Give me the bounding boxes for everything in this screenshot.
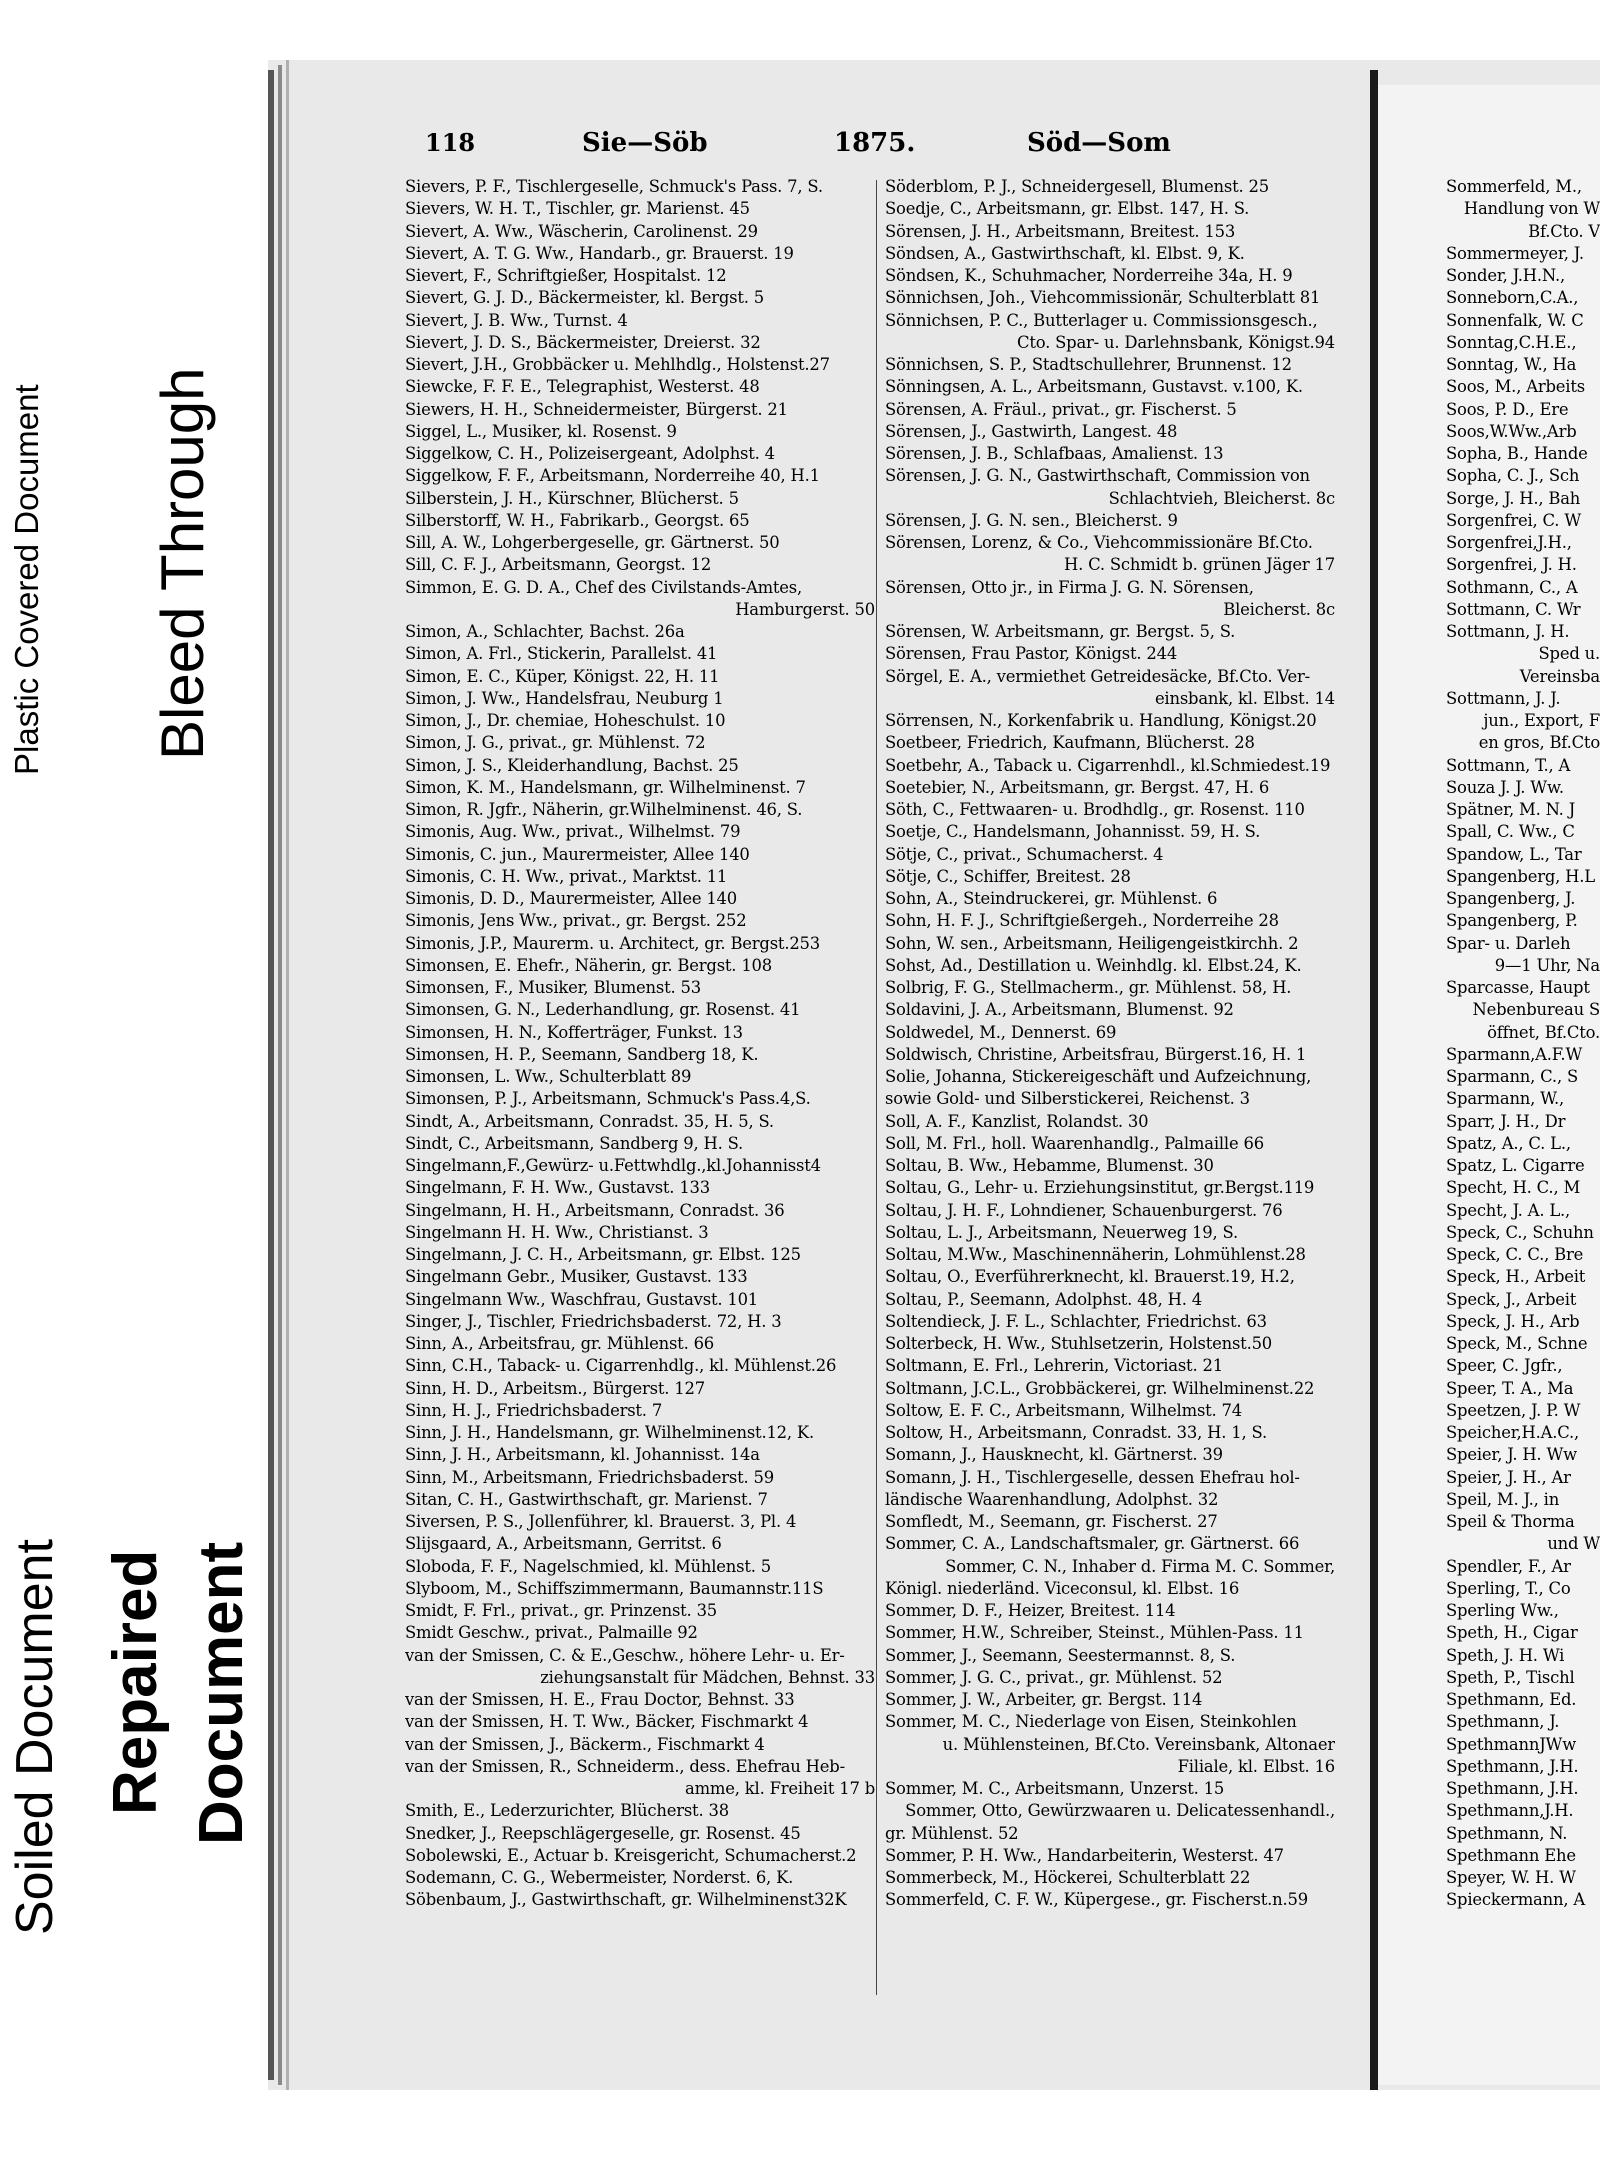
directory-entry: Spall, C. Ww., C xyxy=(1446,822,1575,842)
directory-entry: Soetje, C., Handelsmann, Johannisst. 59, H. S. xyxy=(885,822,1261,842)
directory-entry: Solterbeck, H. Ww., Stuhlsetzerin, Holstenst.50 xyxy=(885,1334,1273,1353)
directory-entry: Sottmann, J. H. xyxy=(1446,622,1570,641)
directory-entry: Speier, J. H., Ar xyxy=(1446,1467,1571,1487)
directory-entry: Söderblom, P. J., Schneidergesell, Blumenst. 25 xyxy=(885,177,1269,196)
directory-entry: Singelmann H. H. Ww., Christianst. 3 xyxy=(405,1222,709,1242)
directory-entry: Speck, M., Schne xyxy=(1446,1334,1588,1353)
bleed-through-label: Bleed Through xyxy=(149,367,216,760)
directory-entry: Sommer, D. F., Heizer, Breitest. 114 xyxy=(885,1601,1176,1620)
directory-entry: Sitan, C. H., Gastwirthschaft, gr. Marienst. 7 xyxy=(405,1489,768,1509)
directory-entry: öffnet, Bf.Cto. xyxy=(1487,1022,1600,1042)
directory-entry: Simon, E. C., Küper, Königst. 22, H. 11 xyxy=(405,666,720,686)
directory-entry: Sinn, A., Arbeitsfrau, gr. Mühlenst. 66 xyxy=(405,1334,715,1353)
directory-entry: Sötje, C., privat., Schumacherst. 4 xyxy=(885,844,1164,864)
soiled-document-label: Soiled Document xyxy=(6,1539,64,1935)
directory-entry: Spandow, L., Tar xyxy=(1446,844,1582,864)
directory-entry: Spatz, L. Cigarre xyxy=(1446,1156,1585,1175)
directory-entry: Hamburgerst. 50 xyxy=(735,599,875,619)
directory-entry: Somann, J. H., Tischlergeselle, dessen Ehefrau hol- xyxy=(885,1467,1300,1487)
directory-entry: Spangenberg, H.L xyxy=(1446,866,1595,886)
directory-entry: Speck, J., Arbeit xyxy=(1446,1289,1577,1309)
directory-entry: Soltendieck, J. F. L., Schlachter, Friedrichst. 63 xyxy=(885,1311,1267,1331)
directory-entry: Spethmann,J.H. xyxy=(1446,1801,1574,1821)
directory-entry: Sill, A. W., Lohgerbergeselle, gr. Gärtnerst. 50 xyxy=(405,533,780,552)
directory-entry: Simon, K. M., Handelsmann, gr. Wilhelminenst. 7 xyxy=(405,777,806,797)
directory-entry: Soltow, E. F. C., Arbeitsmann, Wilhelmst. 74 xyxy=(885,1400,1243,1420)
directory-entry: Speck, C., Schuhn xyxy=(1446,1222,1594,1242)
directory-entry: Speer, C. Jgfr., xyxy=(1446,1356,1563,1376)
directory-entry: Königl. niederländ. Viceconsul, kl. Elbst. 16 xyxy=(885,1578,1240,1598)
page-edge xyxy=(286,60,289,2090)
directory-entry: Simon, A. Frl., Stickerin, Parallelst. 41 xyxy=(405,644,718,664)
directory-entry: Simon, J. Ww., Handelsfrau, Neuburg 1 xyxy=(405,688,724,708)
directory-entry: Sörensen, W. Arbeitsmann, gr. Bergst. 5, S. xyxy=(885,622,1236,641)
directory-entry: Slijsgaard, A., Arbeitsmann, Gerritst. 6 xyxy=(405,1534,722,1554)
directory-entry: Siewcke, F. F. E., Telegraphist, Westerst. 48 xyxy=(405,377,760,397)
directory-entry: Spethmann, J. xyxy=(1446,1712,1560,1732)
directory-entry: Sonnenfalk, W. C xyxy=(1446,310,1584,330)
directory-entry: Söth, C., Fettwaaren- u. Brodhdlg., gr. Rosenst. 110 xyxy=(885,800,1305,819)
directory-entry: Soltau, P., Seemann, Adolphst. 48, H. 4 xyxy=(885,1289,1203,1309)
directory-entry: Sievert, A. Ww., Wäscherin, Carolinenst. 29 xyxy=(405,221,758,241)
directory-entry: jun., Export, F xyxy=(1483,711,1600,730)
directory-entry: Sommer, M. C., Niederlage von Eisen, Steinkohlen xyxy=(885,1712,1297,1732)
directory-entry: Sindt, C., Arbeitsmann, Sandberg 9, H. S. xyxy=(405,1133,744,1153)
directory-entry: Singelmann Ww., Waschfrau, Gustavst. 101 xyxy=(405,1289,759,1309)
directory-entry: Sievert, G. J. D., Bäckermeister, kl. Bergst. 5 xyxy=(405,288,765,308)
directory-entry: Söndsen, K., Schuhmacher, Norderreihe 34a, H. 9 xyxy=(885,266,1293,285)
directory-entry: Sorgenfrei,J.H., xyxy=(1446,533,1572,552)
directory-entry: Sievert, F., Schriftgießer, Hospitalst. 12 xyxy=(405,266,727,285)
directory-entry: Handlung von W xyxy=(1463,199,1600,219)
directory-entry: Sinn, C.H., Taback- u. Cigarrenhdlg., kl. Mühlenst.26 xyxy=(405,1356,837,1376)
directory-entry: Sönnichsen, P. C., Butterlager u. Commissionsgesch., xyxy=(885,310,1318,330)
repaired-label: Repaired xyxy=(101,1549,170,1815)
directory-entry: Speck, H., Arbeit xyxy=(1446,1267,1586,1287)
directory-entry: Schlachtvieh, Bleicherst. 8c xyxy=(1108,488,1335,508)
directory-entry: Simonis, D. D., Maurermeister, Allee 140 xyxy=(405,889,738,908)
directory-entry: Sörensen, J. B., Schlafbaas, Amalienst. 13 xyxy=(885,444,1224,463)
header-year: 1875. xyxy=(834,128,916,158)
directory-entry: Silberstein, J. H., Kürschner, Blücherst. 5 xyxy=(405,488,739,508)
directory-entry: Sommer, J. W., Arbeiter, gr. Bergst. 114 xyxy=(885,1690,1203,1709)
directory-entry: Soos,W.Ww.,Arb xyxy=(1446,421,1577,441)
directory-entry: Sperling Ww., xyxy=(1446,1601,1559,1620)
directory-entry: Sötje, C., Schiffer, Breitest. 28 xyxy=(885,866,1131,886)
directory-entry: Spangenberg, P. xyxy=(1446,911,1578,931)
directory-entry: Speck, C. C., Bre xyxy=(1446,1245,1584,1264)
directory-entry: Speetzen, J. P. W xyxy=(1446,1400,1581,1420)
directory-entry: Speck, J. H., Arb xyxy=(1446,1311,1580,1331)
directory-entry: Sped u. xyxy=(1538,644,1600,664)
directory-entry: Slyboom, M., Schiffszimmermann, Baumannstr.11S xyxy=(405,1578,824,1598)
directory-entry: Spethmann, Ed. xyxy=(1446,1690,1577,1709)
directory-entry: Spethmann, N. xyxy=(1446,1823,1568,1843)
directory-entry: Soetebier, N., Arbeitsmann, gr. Bergst. 47, H. 6 xyxy=(885,777,1270,797)
page-edge xyxy=(268,70,274,2080)
directory-entry: Singelmann, F. H. Ww., Gustavst. 133 xyxy=(405,1178,711,1198)
directory-entry: Spangenberg, J. xyxy=(1446,889,1576,908)
directory-entry: Sorge, J. H., Bah xyxy=(1446,488,1581,508)
directory-entry: Sparmann,A.F.W xyxy=(1446,1044,1583,1064)
directory-entry: 9—1 Uhr, Na xyxy=(1494,955,1600,975)
directory-entry: Sottmann, T., A xyxy=(1446,755,1571,775)
directory-entry: Simon, J., Dr. chemiae, Hoheschulst. 10 xyxy=(405,711,726,730)
directory-entry: Soltau, L. J., Arbeitsmann, Neuerweg 19, S. xyxy=(885,1222,1238,1242)
directory-entry: Filiale, kl. Elbst. 16 xyxy=(1177,1756,1335,1776)
directory-entry: und W xyxy=(1547,1534,1600,1554)
book-gutter xyxy=(1370,70,1378,2090)
directory-entry: Simonis, Aug. Ww., privat., Wilhelmst. 79 xyxy=(405,822,741,842)
header-right-range: Söd—Som xyxy=(1027,128,1171,158)
directory-entry: Simonsen, E. Ehefr., Näherin, gr. Bergst. 108 xyxy=(405,955,773,975)
directory-entry: Siggelkow, F. F., Arbeitsmann, Norderreihe 40, H.1 xyxy=(405,466,820,486)
directory-entry: Sommermeyer, J. xyxy=(1446,243,1584,263)
directory-entry: Sommer, J. G. C., privat., gr. Mühlenst. 52 xyxy=(885,1667,1223,1687)
directory-entry: Sievers, P. F., Tischlergeselle, Schmuck's Pass. 7, S. xyxy=(405,177,823,196)
directory-entry: Soltau, J. H. F., Lohndiener, Schauenburgerst. 76 xyxy=(885,1200,1283,1220)
directory-entry: Simonis, C. jun., Maurermeister, Allee 140 xyxy=(405,844,750,864)
directory-entry: Soltau, B. Ww., Hebamme, Blumenst. 30 xyxy=(885,1156,1214,1175)
directory-entry: Smidt Geschw., privat., Palmaille 92 xyxy=(405,1623,698,1643)
directory-entry: Solie, Johanna, Stickereigeschäft und Aufzeichnung, xyxy=(885,1067,1312,1086)
directory-entry: en gros, Bf.Cto xyxy=(1478,733,1600,753)
directory-entry: Spethmann, J.H. xyxy=(1446,1779,1579,1798)
directory-entry: Sohn, A., Steindruckerei, gr. Mühlenst. 6 xyxy=(885,889,1218,908)
directory-entry: Soetbehr, A., Taback u. Cigarrenhdl., kl.Schmiedest.19 xyxy=(885,755,1331,775)
directory-entry: Sohn, H. F. J., Schriftgießergeh., Norderreihe 28 xyxy=(885,911,1279,931)
directory-entry: Siversen, P. S., Jollenführer, kl. Brauerst. 3, Pl. 4 xyxy=(405,1512,797,1531)
directory-entry: u. Mühlensteinen, Bf.Cto. Vereinsbank, Altonaer xyxy=(942,1734,1335,1754)
directory-entry: Sonneborn,C.A., xyxy=(1446,288,1579,308)
directory-entry: van der Smissen, C. & E.,Geschw., höhere Lehr- u. Er- xyxy=(405,1645,845,1665)
directory-entry: Sopha, B., Hande xyxy=(1446,444,1588,463)
directory-entry: Sinn, H. J., Friedrichsbaderst. 7 xyxy=(405,1400,663,1420)
directory-entry: Sothmann, C., A xyxy=(1446,577,1578,597)
directory-entry: Sörrensen, N., Korkenfabrik u. Handlung, Königst.20 xyxy=(885,711,1317,730)
directory-entry: Sinn, J. H., Handelsmann, gr. Wilhelminenst.12, K. xyxy=(405,1423,814,1442)
directory-entry: Speyer, W. H. W xyxy=(1446,1868,1576,1887)
plastic-covered-label: Plastic Covered Document xyxy=(8,384,45,775)
entries-column-left xyxy=(405,176,875,1912)
entries-column-right xyxy=(885,176,1335,1912)
directory-entry: Soltau, O., Everführerknecht, kl. Brauerst.19, H.2, xyxy=(885,1267,1295,1287)
directory-entry: Soos, P. D., Ere xyxy=(1446,399,1569,419)
directory-entry: H. C. Schmidt b. grünen Jäger 17 xyxy=(1064,555,1335,575)
directory-entry: Sommerfeld, M., xyxy=(1446,177,1582,196)
page-number: 118 xyxy=(425,128,476,157)
directory-entry: Smith, E., Lederzurichter, Blücherst. 38 xyxy=(405,1801,729,1821)
directory-entry: Silberstorff, W. H., Fabrikarb., Georgst. 65 xyxy=(405,510,750,530)
directory-entry: Simonsen, F., Musiker, Blumenst. 53 xyxy=(405,978,701,997)
directory-entry: Simmon, E. G. D. A., Chef des Civilstands-Amtes, xyxy=(405,577,803,597)
directory-entry: Vereinsba xyxy=(1519,666,1600,686)
directory-entry: Singelmann Gebr., Musiker, Gustavst. 133 xyxy=(405,1267,748,1287)
directory-entry: Singelmann, H. H., Arbeitsmann, Conradst. 36 xyxy=(405,1200,785,1220)
directory-entry: Sohn, W. sen., Arbeitsmann, Heiligengeistkirchh. 2 xyxy=(885,933,1299,953)
directory-entry: Solbrig, F. G., Stellmacherm., gr. Mühlenst. 58, H. xyxy=(885,978,1292,997)
directory-entry: Sönningsen, A. L., Arbeitsmann, Gustavst. v.100, K. xyxy=(885,377,1303,397)
directory-entry: ländische Waarenhandlung, Adolphst. 32 xyxy=(885,1489,1219,1509)
directory-entry: Speil & Thorma xyxy=(1446,1512,1575,1531)
directory-entry: Speth, J. H. Wi xyxy=(1446,1645,1565,1665)
directory-entry: Simonis, J.P., Maurerm. u. Architect, gr. Bergst.253 xyxy=(405,933,821,953)
directory-entry: Sorgenfrei, C. W xyxy=(1446,510,1581,530)
directory-entry: Sinn, J. H., Arbeitsmann, kl. Johannisst. 14a xyxy=(405,1445,760,1465)
directory-entry: Siggelkow, C. H., Polizeisergeant, Adolphst. 4 xyxy=(405,444,775,463)
directory-entry: Soll, M. Frl., holl. Waarenhandlg., Palmaille 66 xyxy=(885,1133,1264,1153)
document-label: Document xyxy=(187,1541,256,1845)
directory-entry: Sonder, J.H.N., xyxy=(1446,266,1566,285)
directory-entry: Sörensen, Otto jr., in Firma J. G. N. Sörensen, xyxy=(885,577,1254,597)
directory-entry: Sommerfeld, C. F. W., Küpergese., gr. Fischerst.n.59 xyxy=(885,1890,1308,1910)
directory-entry: Simonsen, H. P., Seemann, Sandberg 18, K. xyxy=(405,1044,759,1064)
directory-entry: Nebenbureau S xyxy=(1472,1000,1600,1020)
directory-entry: Sopha, C. J., Sch xyxy=(1446,466,1580,486)
directory-entry: Simonsen, L. Ww., Schulterblatt 89 xyxy=(405,1067,692,1086)
directory-entry: Soltow, H., Arbeitsmann, Conradst. 33, H. 1, S. xyxy=(885,1423,1267,1442)
directory-entry: Singer, J., Tischler, Friedrichsbaderst. 72, H. 3 xyxy=(405,1311,782,1331)
column-divider xyxy=(876,180,877,1995)
directory-entry: Spar- u. Darleh xyxy=(1446,933,1571,953)
directory-entry: Sparr, J. H., Dr xyxy=(1446,1111,1566,1131)
directory-entry: Speier, J. H. Ww xyxy=(1446,1445,1577,1465)
directory-entry: Sparcasse, Haupt xyxy=(1446,978,1590,997)
directory-entry: Snedker, J., Reepschlägergeselle, gr. Rosenst. 45 xyxy=(405,1823,801,1843)
directory-entry: Spethmann Ehe xyxy=(1446,1845,1576,1865)
directory-entry: Bf.Cto. V xyxy=(1528,221,1600,241)
directory-entry: Soos, M., Arbeits xyxy=(1446,377,1585,397)
directory-entry: Sommer, Otto, Gewürzwaaren u. Delicatessenhandl., xyxy=(905,1801,1335,1821)
directory-entry: Sörgel, E. A., vermiethet Getreidesäcke, Bf.Cto. Ver- xyxy=(885,666,1310,686)
directory-entry: Smidt, F. Frl., privat., gr. Prinzenst. 35 xyxy=(405,1601,718,1620)
directory-entry: Simon, R. Jgfr., Näherin, gr.Wilhelminenst. 46, S. xyxy=(405,800,803,819)
directory-entry: Sparmann, W., xyxy=(1446,1089,1564,1109)
directory-entry: Sönnichsen, S. P., Stadtschullehrer, Brunnenst. 12 xyxy=(885,355,1292,374)
directory-entry: Speicher,H.A.C., xyxy=(1446,1423,1580,1442)
directory-entry: Sörensen, J., Gastwirth, Langest. 48 xyxy=(885,421,1178,441)
header-left-range: Sie—Söb xyxy=(582,128,708,158)
directory-entry: Sörensen, A. Fräul., privat., gr. Fischerst. 5 xyxy=(885,399,1237,419)
directory-entry: Soll, A. F., Kanzlist, Rolandst. 30 xyxy=(885,1111,1149,1131)
directory-entry: Souza J. J. Ww. xyxy=(1446,777,1564,797)
directory-entry: Specht, J. A. L., xyxy=(1446,1200,1571,1220)
directory-entry: Sloboda, F. F., Nagelschmied, kl. Mühlenst. 5 xyxy=(405,1556,771,1576)
directory-entry: Sommer, C. A., Landschaftsmaler, gr. Gärtnerst. 66 xyxy=(885,1534,1300,1554)
directory-entry: Simon, J. G., privat., gr. Mühlenst. 72 xyxy=(405,733,706,753)
directory-entry: Söndsen, A., Gastwirthschaft, kl. Elbst. 9, K. xyxy=(885,243,1245,263)
directory-entry: Sinn, M., Arbeitsmann, Friedrichsbaderst. 59 xyxy=(405,1467,775,1487)
directory-entry: Simonis, Jens Ww., privat., gr. Bergst. 252 xyxy=(405,911,747,931)
directory-entry: Bleicherst. 8c xyxy=(1223,599,1335,619)
directory-entry: Sonntag,C.H.E., xyxy=(1446,332,1577,352)
directory-entry: Spendler, F., Ar xyxy=(1446,1556,1571,1576)
directory-entry: Speth, P., Tischl xyxy=(1446,1667,1575,1687)
directory-entry: Somann, J., Hausknecht, kl. Gärtnerst. 39 xyxy=(885,1445,1223,1465)
directory-entry: Sönnichsen, Joh., Viehcommissionär, Schulterblatt 81 xyxy=(885,288,1321,308)
directory-entry: sowie Gold- und Silberstickerei, Reichenst. 3 xyxy=(885,1089,1250,1109)
directory-entry: Soedje, C., Arbeitsmann, gr. Elbst. 147, H. S. xyxy=(885,199,1250,219)
directory-entry: Sommer, J., Seemann, Seestermannst. 8, S. xyxy=(885,1645,1236,1665)
directory-entry: einsbank, kl. Elbst. 14 xyxy=(1154,688,1335,708)
directory-entry: Sommerbeck, M., Höckerei, Schulterblatt 22 xyxy=(885,1868,1251,1887)
directory-entry: Sottmann, C. Wr xyxy=(1446,599,1581,619)
directory-entry: Sörensen, J. G. N. sen., Bleicherst. 9 xyxy=(885,510,1178,530)
directory-entry: Speer, T. A., Ma xyxy=(1446,1378,1574,1398)
directory-entry: Sorgenfrei, J. H. xyxy=(1446,555,1577,575)
directory-entry: Siewers, H. H., Schneidermeister, Bürgerst. 21 xyxy=(405,399,788,419)
directory-entry: Sommer, P. H. Ww., Handarbeiterin, Westerst. 47 xyxy=(885,1845,1284,1865)
directory-entry: ziehungsanstalt für Mädchen, Behnst. 33 xyxy=(540,1667,875,1687)
facing-page-column xyxy=(1446,176,1600,1912)
directory-entry: Sparmann, C., S xyxy=(1446,1067,1578,1086)
directory-entry: Soldwisch, Christine, Arbeitsfrau, Bürgerst.16, H. 1 xyxy=(885,1044,1307,1064)
directory-entry: Sörensen, Frau Pastor, Königst. 244 xyxy=(885,644,1178,664)
directory-entry: Sievers, W. H. T., Tischler, gr. Marienst. 45 xyxy=(405,199,750,219)
directory-entry: Soetbeer, Friedrich, Kaufmann, Blücherst. 28 xyxy=(885,733,1255,753)
directory-entry: Sievert, J. D. S., Bäckermeister, Dreierst. 32 xyxy=(405,332,761,352)
directory-entry: Simon, A., Schlachter, Bachst. 26a xyxy=(405,622,685,641)
directory-entry: Sommer, C. N., Inhaber d. Firma M. C. Sommer, xyxy=(945,1556,1335,1576)
directory-entry: van der Smissen, J., Bäckerm., Fischmarkt 4 xyxy=(405,1734,765,1754)
directory-entry: Spethmann, J.H. xyxy=(1446,1756,1579,1776)
directory-entry: Simon, J. S., Kleiderhandlung, Bachst. 25 xyxy=(405,755,739,775)
directory-entry: Spätner, M. N. J xyxy=(1446,800,1576,819)
directory-entry: Specht, H. C., M xyxy=(1446,1178,1581,1198)
directory-entry: Sörensen, J. G. N., Gastwirthschaft, Commission von xyxy=(885,466,1310,486)
directory-entry: Simonsen, G. N., Lederhandlung, gr. Rosenst. 41 xyxy=(405,1000,801,1020)
directory-entry: Spieckermann, A xyxy=(1446,1890,1585,1910)
directory-entry: Sievert, A. T. G. Ww., Handarb., gr. Brauerst. 19 xyxy=(405,243,794,263)
directory-entry: Sottmann, J. J. xyxy=(1446,688,1561,708)
directory-entry: Sindt, A., Arbeitsmann, Conradst. 35, H. 5, S. xyxy=(405,1111,774,1131)
directory-entry: Soldwedel, M., Dennerst. 69 xyxy=(885,1022,1117,1042)
directory-entry: Singelmann,F.,Gewürz- u.Fettwhdlg.,kl.Johannisst4 xyxy=(405,1156,821,1175)
directory-entry: Sörensen, Lorenz, & Co., Viehcommissionäre Bf.Cto. xyxy=(885,533,1313,552)
directory-entry: Sonntag, W., Ha xyxy=(1446,355,1577,374)
directory-entry: Sohst, Ad., Destillation u. Weinhdlg. kl. Elbst.24, K. xyxy=(885,955,1302,975)
directory-entry: Sommer, H.W., Schreiber, Steinst., Mühlen-Pass. 11 xyxy=(885,1623,1304,1643)
directory-entry: amme, kl. Freiheit 17 b xyxy=(685,1779,875,1798)
directory-entry: Speil, M. J., in xyxy=(1446,1489,1560,1509)
directory-entry: Sommer, M. C., Arbeitsmann, Unzerst. 15 xyxy=(885,1779,1225,1798)
directory-entry: Sodemann, C. G., Webermeister, Norderst. 6, K. xyxy=(405,1868,794,1887)
directory-entry: van der Smissen, R., Schneiderm., dess. Ehefrau Heb- xyxy=(405,1756,845,1776)
directory-entry: Simonsen, P. J., Arbeitsmann, Schmuck's Pass.4,S. xyxy=(405,1089,811,1109)
directory-entry: Siggel, L., Musiker, kl. Rosenst. 9 xyxy=(405,421,677,441)
directory-entry: SpethmannJWw xyxy=(1446,1734,1577,1754)
directory-entry: gr. Mühlenst. 52 xyxy=(885,1823,1019,1843)
directory-entry: van der Smissen, H. T. Ww., Bäcker, Fischmarkt 4 xyxy=(405,1712,809,1732)
directory-entry: Soltau, G., Lehr- u. Erziehungsinstitut, gr.Bergst.119 xyxy=(885,1178,1315,1198)
directory-entry: Sill, C. F. J., Arbeitsmann, Georgst. 12 xyxy=(405,555,712,575)
directory-entry: Speth, H., Cigar xyxy=(1446,1623,1578,1643)
directory-entry: Sievert, J. B. Ww., Turnst. 4 xyxy=(405,310,628,330)
directory-entry: Spatz, A., C. L., xyxy=(1446,1133,1571,1153)
directory-entry: Soltau, M.Ww., Maschinennäherin, Lohmühlenst.28 xyxy=(885,1245,1306,1264)
directory-entry: Singelmann, J. C. H., Arbeitsmann, gr. Elbst. 125 xyxy=(405,1245,801,1264)
directory-entry: Sinn, H. D., Arbeitsm., Bürgerst. 127 xyxy=(405,1378,705,1398)
directory-entry: Sörensen, J. H., Arbeitsmann, Breitest. 153 xyxy=(885,221,1236,241)
directory-entry: Cto. Spar- u. Darlehnsbank, Königst.94 xyxy=(1017,332,1335,352)
directory-entry: Soltmann, E. Frl., Lehrerin, Victoriast. 21 xyxy=(885,1356,1223,1376)
directory-entry: van der Smissen, H. E., Frau Doctor, Behnst. 33 xyxy=(405,1690,795,1709)
directory-entry: Soltmann, J.C.L., Grobbäckerei, gr. Wilhelminenst.22 xyxy=(885,1378,1315,1398)
directory-entry: Simonsen, H. N., Kofferträger, Funkst. 13 xyxy=(405,1022,743,1042)
directory-entry: Söbenbaum, J., Gastwirthschaft, gr. Wilhelminenst32K xyxy=(405,1890,847,1910)
directory-entry: Simonis, C. H. Ww., privat., Marktst. 11 xyxy=(405,866,728,886)
directory-entry: Somfledt, M., Seemann, gr. Fischerst. 27 xyxy=(885,1512,1218,1531)
directory-entry: Sperling, T., Co xyxy=(1446,1578,1571,1598)
directory-entry: Soldavini, J. A., Arbeitsmann, Blumenst. 92 xyxy=(885,1000,1234,1020)
page-edge xyxy=(278,65,282,2085)
directory-entry: Sievert, J.H., Grobbäcker u. Mehlhdlg., Holstenst.27 xyxy=(405,355,830,374)
directory-entry: Sobolewski, E., Actuar b. Kreisgericht, Schumacherst.2 xyxy=(405,1845,857,1865)
